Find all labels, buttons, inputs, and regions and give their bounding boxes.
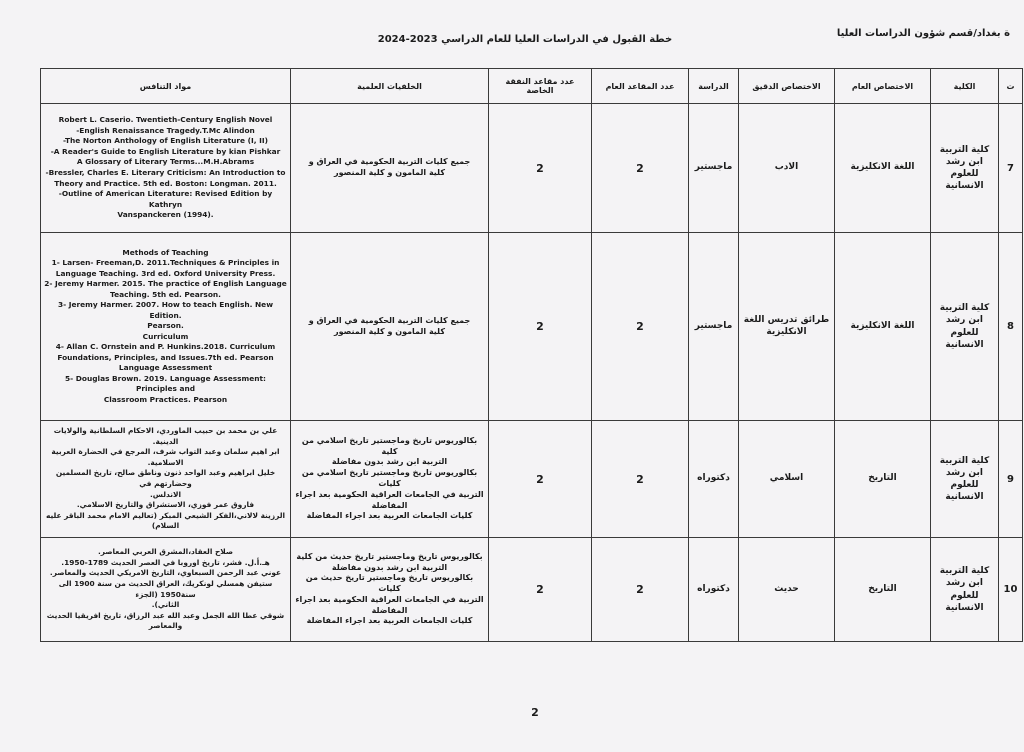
sources-cell-line: -English Renaissance Tragedy.T.Mc Alindon (76, 125, 255, 135)
college-cell (931, 233, 999, 421)
sources-cell-line: Theory and Practice. 5th ed. Boston: Longman. 2011. (54, 178, 277, 188)
backgrounds-cell-line: جميع كليات التربية الحكومية في العراق و (308, 157, 471, 167)
study-cell: ماجستير (689, 104, 739, 233)
college-cell (931, 104, 999, 233)
sources-cell-line: 4- Allan C. Ornstein and P. Hunkins.2018. Curriculum (55, 342, 276, 352)
college-cell-line: كلية التربية (939, 303, 990, 314)
precise-spec-cell: الادب (739, 104, 835, 233)
general-spec-cell: اللغة الانكليزية (835, 233, 931, 421)
backgrounds-cell-line: بكالوريوس تاريخ وماجستير تاريخ اسلامي من كليات (301, 468, 478, 488)
col-header-backgrounds: الخلفيات العلمية (291, 69, 489, 104)
sources-cell-line: صلاح العقاد،المشرق العربي المعاصر. (97, 547, 234, 557)
col-header-general-seats: عدد المقاعد العام (592, 69, 689, 104)
precise-spec-cell: طرائق تدريس اللغة الانكليزية (739, 233, 835, 421)
row-number: 7 (999, 104, 1023, 233)
sources-cell-line: 2- Jeremy Harmer. 2015. The practice of English Language (44, 279, 287, 289)
sources-cell-line: Pearson. (147, 321, 184, 331)
col-header-sources: مواد التنافس (41, 69, 291, 104)
col-header-study: الدراسة (689, 69, 739, 104)
general-spec-cell: اللغة الانكليزية (835, 104, 931, 233)
backgrounds-cell-line: التربية ابن رشد بدون مفاضلة (331, 457, 448, 467)
sources-cell-line: فاروق عمر فوزي، الاستشراق والتاريخ الاسلامي. (76, 500, 255, 510)
sources-cell-line: هـ.أ.ل. فشر، تاريخ اوروبا في العصر الحديث 1789-1950. (61, 557, 270, 567)
sources-cell-line: 3- Jeremy Harmer. 2007. How to teach English. New Edition. (57, 300, 274, 320)
backgrounds-cell-line: كلية المامون و كلية المنصور (334, 326, 445, 336)
college-cell-line: للعلوم الانسانية (945, 327, 984, 350)
private-seats-cell: 2 (489, 104, 592, 233)
college-cell-line: للعلوم الانسانية (945, 169, 984, 192)
college-cell-line: ابن رشد (946, 315, 983, 326)
college-cell-line: ابن رشد (946, 578, 983, 589)
sources-cell-line: Vanspanckeren (1994). (117, 210, 214, 220)
backgrounds-cell-line: بكالوريوس تاريخ وماجستير تاريخ حديث من كليات (305, 573, 474, 594)
general-spec-cell: التاريخ (835, 421, 931, 538)
backgrounds-cell (291, 233, 489, 421)
row-number: 8 (999, 233, 1023, 421)
sources-cell-line: -Bressler, Charles E. Literary Criticism: An Introduction to (45, 168, 286, 177)
college-cell-line: للعلوم الانسانية (945, 590, 984, 613)
college-cell-line: ابن رشد (946, 156, 983, 167)
sources-cell-line: شوقي عطا الله الجمل وعبد الله عبد الرزاق، تاريخ افريقيا الحديث والمعاصر (46, 610, 285, 631)
backgrounds-cell-line: جميع كليات التربية الحكومية في العراق و (308, 315, 471, 325)
sources-cell-line: Classroom Practices. Pearson (103, 394, 228, 404)
college-cell-line: كلية التربية (939, 455, 990, 466)
sources-cell (41, 104, 291, 233)
backgrounds-cell (291, 421, 489, 538)
backgrounds-cell (291, 538, 489, 642)
header-row (41, 69, 1023, 104)
college-cell-line: ابن رشد (946, 467, 983, 478)
backgrounds-cell-line: المفاضلة (371, 500, 408, 510)
col-header-no: ت (999, 69, 1023, 104)
sources-cell-line: A Glossary of Literary Terms...M.H.Abrams (76, 157, 255, 167)
sources-cell-line: Language Assessment (118, 363, 213, 373)
general-seats-cell: 2 (592, 233, 689, 421)
sources-cell-line: الاندلس. (149, 489, 182, 499)
sources-cell-line: خليل ابراهيم وعبد الواحد ذنون وناطق صالح، تاريخ المسلمين وحضارتهم في (55, 468, 276, 488)
precise-spec-cell: حديث (739, 538, 835, 642)
sources-cell-line: الرزينة لالاني،الفكر الشيعي المبكر (تعاليم الامام محمد الباقر عليه السلام) (46, 510, 285, 531)
sources-cell-line: 1- Larsen- Freeman,D. 2011.Techniques & Principles in (51, 258, 280, 268)
table-row (41, 538, 1023, 642)
sources-cell-line: Teaching. 5th ed. Pearson. (110, 289, 221, 299)
col-header-private-seats: عدد مقاعد النفقة الخاصة (489, 69, 592, 104)
row-number: 9 (999, 421, 1023, 538)
backgrounds-cell-line: كليات الجامعات العربية بعد اجراء المفاضلة (306, 511, 473, 521)
sources-cell (41, 233, 291, 421)
backgrounds-cell-line: المفاضلة (371, 605, 408, 615)
backgrounds-cell-line: التربية في الجامعات العراقية الحكومية بعد اجراء (295, 594, 484, 604)
document-title: خطة القبول في الدراسات العليا للعام الدراسي 2023-2024 (377, 34, 673, 45)
general-seats-cell: 2 (592, 104, 689, 233)
private-seats-cell: 2 (489, 421, 592, 538)
sources-cell-line: Language Teaching. 3rd ed. Oxford University Press. (55, 268, 276, 278)
backgrounds-cell (291, 104, 489, 233)
sources-cell-line: علي بن محمد بن حبيب الماوردي، الاحكام السلطانية والولايات الدينية. (53, 426, 278, 446)
private-seats-cell: 2 (489, 233, 592, 421)
sources-cell-line: Robert L. Caserio. Twentieth-Century English Novel (58, 115, 273, 125)
study-cell: دكتوراه (689, 538, 739, 642)
sources-cell-line: ابر اهيم سلمان وعبد التواب شرف، المرجع في الحضارة العربية الاسلامية. (51, 447, 280, 467)
page-number: 2 (531, 706, 539, 719)
backgrounds-cell-line: التربية ابن رشد بدون مفاضلة (331, 562, 448, 572)
backgrounds-cell-line: كلية المامون و كلية المنصور (334, 168, 445, 177)
sources-cell-line: ستيفن همسلي لونكريك، العراق الحديث من سنة 1900 الى سنة1950 (الجزء (58, 578, 273, 599)
table-row (41, 421, 1023, 538)
private-seats-cell: 2 (489, 538, 592, 642)
general-seats-cell: 2 (592, 421, 689, 538)
general-spec-cell: التاريخ (835, 538, 931, 642)
sources-cell-line: عوني عبد الرحمن السبعاوي، التاريخ الامريكي الحديث والمعاصر. (49, 568, 282, 578)
precise-spec-cell: اسلامي (739, 421, 835, 538)
sources-cell-line: Curriculum (142, 331, 189, 341)
backgrounds-cell-line: بكالوريوس تاريخ وماجستير تاريخ اسلامي من كلية (301, 435, 478, 456)
backgrounds-cell-line: كليات الجامعات العربية بعد اجراء المفاضلة (306, 616, 473, 626)
sources-cell-line: الثاني). (151, 600, 180, 610)
department-header: ة بغداد/قسم شؤون الدراسات العليا (836, 28, 1010, 39)
col-header-college: الكلية (931, 69, 999, 104)
table-row (41, 104, 1023, 233)
sources-cell-line: Methods of Teaching (122, 247, 209, 257)
sources-cell (41, 421, 291, 538)
backgrounds-cell-line: بكالوريوس تاريخ وماجستير تاريخ حديث من كلية (296, 551, 483, 561)
college-cell-line: كلية التربية (939, 144, 990, 155)
sources-cell-line: 5- Douglas Brown. 2019. Language Assessment: Principles and (65, 373, 266, 394)
general-seats-cell: 2 (592, 538, 689, 642)
col-header-general-spec: الاختصاص العام (835, 69, 931, 104)
sources-cell-line: Foundations, Principles, and Issues.7th ed. Pearson (57, 352, 274, 362)
college-cell-line: كلية التربية (939, 566, 990, 577)
col-header-precise-spec: الاختصاص الدقيق (739, 69, 835, 104)
study-cell: ماجستير (689, 233, 739, 421)
study-cell: دكتوراه (689, 421, 739, 538)
admission-plan-table (40, 68, 1023, 642)
college-cell-line: للعلوم الانسانية (945, 480, 984, 503)
college-cell (931, 421, 999, 538)
sources-cell-line: -A Reader's Guide to English Literature by kian Pishkar (50, 146, 281, 156)
sources-cell (41, 538, 291, 642)
college-cell (931, 538, 999, 642)
sources-cell-line: -The Norton Anthology of English Literature (I, II) (63, 136, 268, 146)
table-row (41, 233, 1023, 421)
backgrounds-cell-line: التربية في الجامعات العراقية الحكومية بعد اجراء (295, 489, 484, 499)
row-number: 10 (999, 538, 1023, 642)
sources-cell-line: -Outline of American Literature: Revised Edition by Kathryn (58, 189, 273, 209)
